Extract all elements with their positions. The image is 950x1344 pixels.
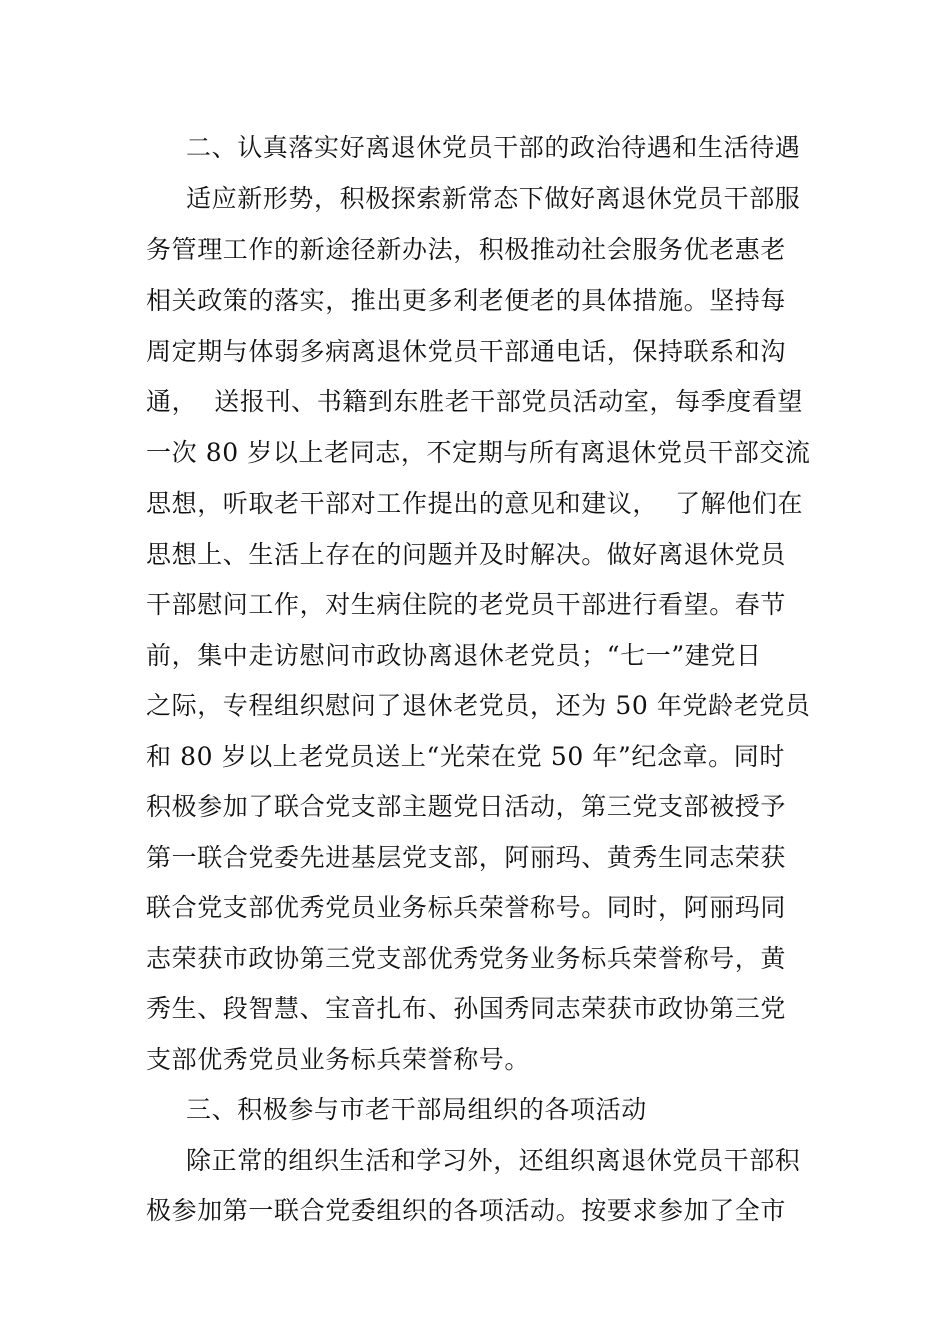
- paragraph-line: 志荣获市政协第三党支部优秀党务业务标兵荣誉称号，黄: [146, 944, 787, 973]
- paragraph-line: 通， 送报刊、书籍到东胜老干部党员活动室，每季度看望: [146, 387, 804, 416]
- paragraph-line: 一次 80 岁以上老同志，不定期与所有离退休党员干部交流: [146, 438, 811, 467]
- paragraph-line: 积极参加了联合党支部主题党日活动，第三党支部被授予: [146, 792, 787, 821]
- paragraph-line: 思想，听取老干部对工作提出的意见和建议， 了解他们在: [146, 489, 804, 518]
- paragraph-line: 干部慰问工作，对生病住院的老党员干部进行看望。春节: [146, 590, 787, 619]
- paragraph-line: 支部优秀党员业务标兵荣誉称号。: [146, 1045, 531, 1074]
- section-heading-3: 三、积极参与市老干部局组织的各项活动: [186, 1095, 647, 1124]
- paragraph-line: 周定期与体弱多病离退休党员干部通电话，保持联系和沟: [146, 337, 787, 366]
- paragraph-line: 第一联合党委先进基层党支部，阿丽玛、黄秀生同志荣获: [146, 843, 787, 872]
- paragraph-line: 前，集中走访慰问市政协离退休老党员；“七一”建党日: [146, 641, 762, 670]
- paragraph-line: 联合党支部优秀党员业务标兵荣誉称号。同时，阿丽玛同: [146, 893, 787, 922]
- paragraph-line: 极参加第一联合党委组织的各项活动。按要求参加了全市: [146, 1196, 787, 1225]
- paragraph-line: 除正常的组织生活和学习外，还组织离退休党员干部积: [186, 1146, 801, 1175]
- section-heading-2: 二、认真落实好离退休党员干部的政治待遇和生活待遇: [186, 133, 801, 162]
- paragraph-line: 适应新形势，积极探索新常态下做好离退休党员干部服: [186, 184, 801, 213]
- paragraph-line: 思想上、生活上存在的问题并及时解决。做好离退休党员: [146, 540, 787, 569]
- paragraph-line: 秀生、段智慧、宝音扎布、孙国秀同志荣获市政协第三党: [146, 994, 787, 1023]
- paragraph-line: 之际，专程组织慰问了退休老党员，还为 50 年党龄老党员: [146, 691, 811, 720]
- paragraph-line: 相关政策的落实，推出更多利老便老的具体措施。坚持每: [146, 286, 787, 315]
- paragraph-line: 务管理工作的新途径新办法，积极推动社会服务优老惠老: [146, 235, 787, 264]
- paragraph-line: 和 80 岁以上老党员送上“光荣在党 50 年”纪念章。同时: [146, 742, 785, 771]
